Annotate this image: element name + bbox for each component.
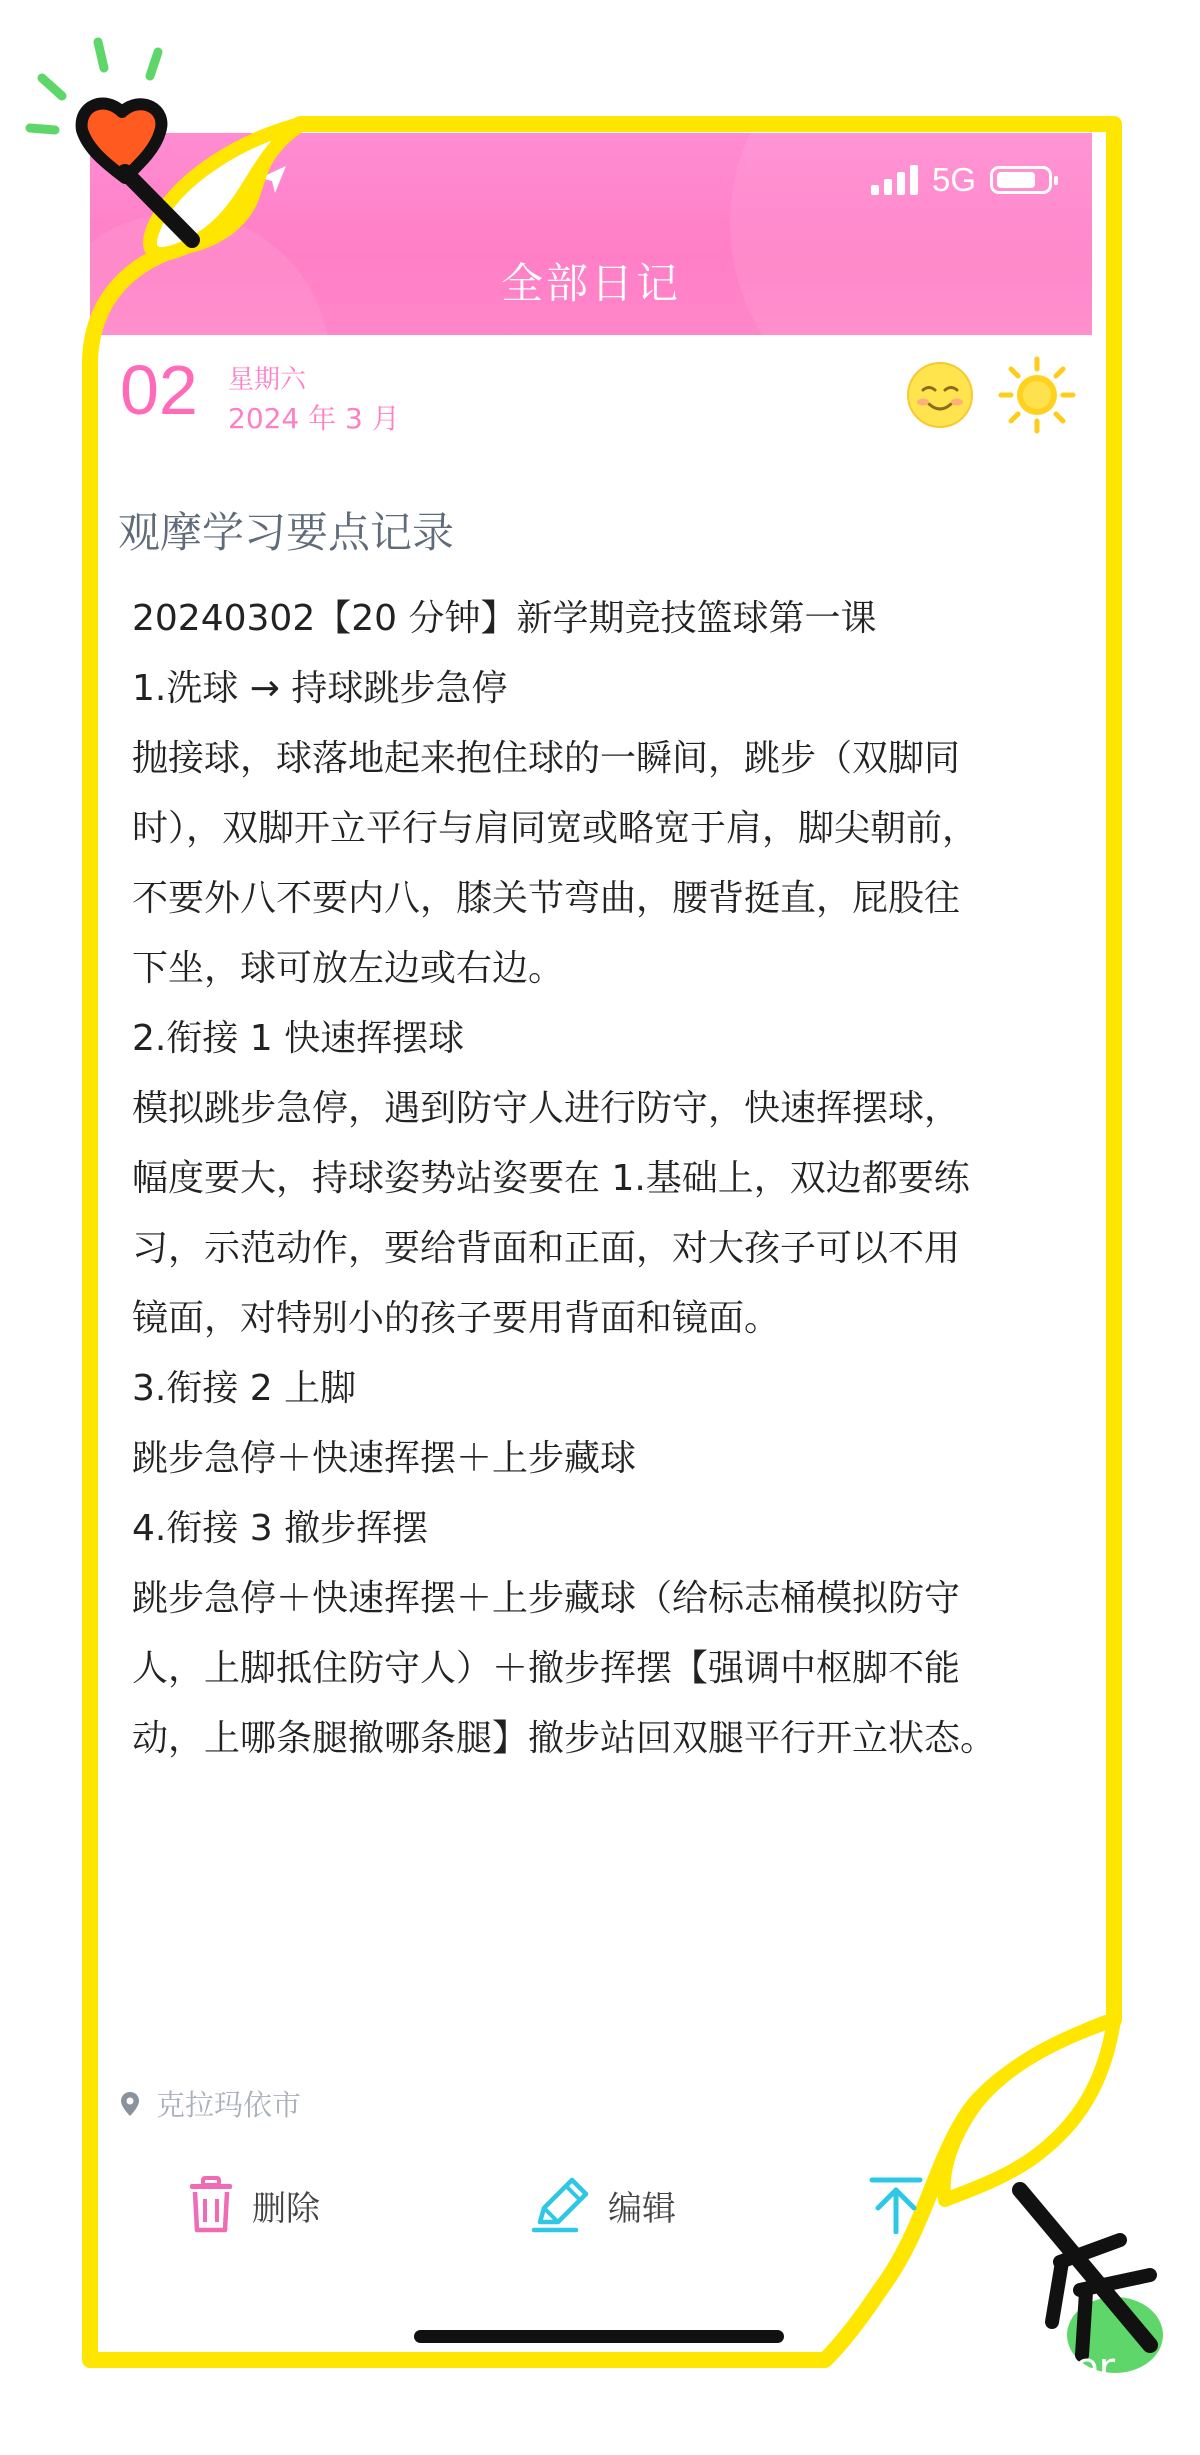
entry-line: 镜面，对特别小的孩子要用背面和镜面。 bbox=[132, 1298, 781, 1339]
scroll-top-icon bbox=[868, 2176, 924, 2234]
entry-line: 抛接球，球落地起来抱住球的一瞬间，跳步（双脚同 bbox=[132, 738, 961, 779]
home-indicator[interactable] bbox=[414, 2330, 784, 2343]
entry-title: 观摩学习要点记录 bbox=[118, 508, 455, 557]
entry-body[interactable] bbox=[132, 584, 1082, 1774]
entry-day: 02 bbox=[120, 351, 198, 429]
delete-label: 删除 bbox=[252, 2188, 320, 2229]
entry-line: 幅度要大，持球姿势站姿要在 1.基础上，双边都要练 bbox=[132, 1158, 970, 1199]
page-title: 全部日记 bbox=[500, 259, 681, 308]
sun-icon[interactable] bbox=[997, 355, 1077, 439]
entry-line: 1.洗球 → 持球跳步急停 bbox=[132, 668, 508, 709]
entry-location bbox=[120, 2083, 301, 2124]
entry-line: 不要外八不要内八，膝关节弯曲，腰背挺直，屁股往 bbox=[132, 878, 961, 919]
location-label: 克拉玛依市 bbox=[156, 2088, 302, 2122]
entry-line: 4.衔接 3 撤步挥摆 bbox=[132, 1508, 429, 1549]
entry-line: 2.衔接 1 快速挥摆球 bbox=[132, 1018, 465, 1059]
watermark-text: er bbox=[1074, 2345, 1116, 2391]
heart-doodle-icon bbox=[30, 42, 192, 240]
entry-year-month: 2024 年 3 月 bbox=[228, 402, 400, 435]
edit-button[interactable] bbox=[530, 2176, 676, 2234]
edit-label: 编辑 bbox=[608, 2188, 676, 2229]
entry-line: 下坐，球可放左边或右边。 bbox=[132, 948, 565, 989]
entry-line: 习，示范动作，要给背面和正面，对大孩子可以不用 bbox=[132, 1228, 961, 1269]
delete-button[interactable] bbox=[188, 2176, 320, 2234]
entry-line: 时），双脚开立平行与肩同宽或略宽于肩，脚尖朝前， bbox=[132, 808, 979, 849]
entry-line: 20240302【20 分钟】新学期竞技篮球第一课 bbox=[132, 598, 877, 639]
entry-line: 跳步急停＋快速挥摆＋上步藏球 bbox=[132, 1438, 637, 1479]
entry-weekday: 星期六 bbox=[228, 365, 307, 395]
bottom-action-bar bbox=[0, 2176, 1200, 2266]
network-type: 5G bbox=[931, 161, 976, 198]
entry-line: 人，上脚抵住防守人）＋撤步挥摆【强调中枢脚不能 bbox=[132, 1648, 961, 1689]
location-pin-icon bbox=[120, 2091, 140, 2117]
trash-icon bbox=[188, 2176, 234, 2234]
pencil-icon bbox=[530, 2176, 590, 2234]
entry-line: 3.衔接 2 上脚 bbox=[132, 1368, 357, 1409]
frame-curl-bottom bbox=[944, 2020, 1114, 2200]
entry-line: 跳步急停＋快速挥摆＋上步藏球（给标志桶模拟防守 bbox=[132, 1578, 961, 1619]
entry-line: 动，上哪条腿撤哪条腿】撤步站回双腿平行开立状态。 bbox=[132, 1718, 997, 1759]
scroll-top-button[interactable] bbox=[868, 2176, 924, 2234]
entry-line: 模拟跳步急停，遇到防守人进行防守，快速挥摆球， bbox=[132, 1088, 961, 1129]
smiling-face-icon[interactable] bbox=[905, 360, 975, 434]
